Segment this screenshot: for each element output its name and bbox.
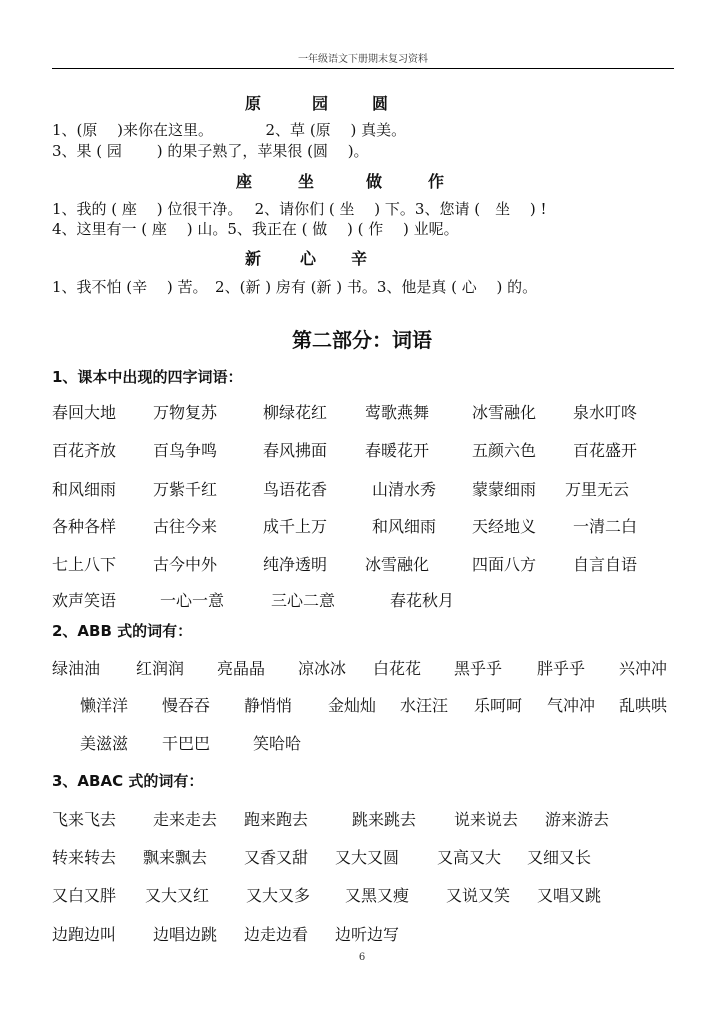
word-item: 边唱边跳: [153, 925, 218, 944]
word-item: 冰雪融化: [365, 555, 430, 574]
group1-line-1: 1、(原 )来你在这里。 2、草 (原 ) 真美。: [52, 121, 407, 139]
word-item: 春回大地: [52, 403, 117, 422]
word-item: 凉冰冰: [298, 659, 347, 678]
word-item: 自言自语: [573, 555, 638, 574]
word-item: 又细又长: [527, 848, 592, 867]
sec2-heading: 2、ABB 式的词有：: [52, 622, 193, 640]
sec1-heading: 1、课本中出现的四字词语：: [52, 368, 243, 386]
group2-title-2: 坐: [298, 172, 315, 191]
word-item: 各种各样: [52, 517, 117, 536]
word-item: 黑乎乎: [454, 659, 503, 678]
sec3-heading: 3、ABAC 式的词有：: [52, 772, 204, 790]
word-item: 边听边写: [335, 925, 400, 944]
word-item: 干巴巴: [162, 734, 211, 753]
part2-title: 第二部分：词语: [292, 328, 432, 352]
group1-title-3: 圆: [372, 94, 389, 113]
word-item: 古今中外: [153, 555, 218, 574]
word-item: 和风细雨: [52, 480, 117, 499]
word-item: 跳来跳去: [352, 810, 417, 829]
word-item: 四面八方: [472, 555, 537, 574]
word-item: 说来说去: [454, 810, 519, 829]
word-item: 万物复苏: [153, 403, 218, 422]
word-item: 一清二白: [573, 517, 638, 536]
word-item: 古往今来: [153, 517, 218, 536]
word-item: 山清水秀: [372, 480, 437, 499]
word-item: 鸟语花香: [263, 480, 328, 499]
word-item: 又大又圆: [335, 848, 400, 867]
group2-line-1: 1、我的 ( 座 ) 位很干净。 2、请你们 ( 坐 ) 下。3、您请 ( 坐 ) !: [52, 200, 547, 218]
word-item: 水汪汪: [400, 696, 449, 715]
group3-line-1: 1、我不怕 (辛 ) 苦。 2、(新 ) 房有 (新 ) 书。3、他是真 ( 心 ) 的。: [52, 278, 538, 296]
group1-title-2: 园: [312, 94, 329, 113]
word-item: 笑哈哈: [253, 734, 302, 753]
word-item: 纯净透明: [263, 555, 328, 574]
group3-title-2: 心: [300, 249, 317, 268]
group3-title-3: 辛: [351, 249, 368, 268]
word-item: 飘来飘去: [143, 848, 208, 867]
word-item: 春暖花开: [365, 441, 430, 460]
word-item: 百鸟争鸣: [153, 441, 218, 460]
group1-title-1: 原: [245, 94, 262, 113]
word-item: 三心二意: [271, 591, 336, 610]
header-rule: [52, 68, 674, 69]
word-item: 又白又胖: [52, 886, 117, 905]
word-item: 又说又笑: [446, 886, 511, 905]
word-item: 一心一意: [160, 591, 225, 610]
word-item: 万里无云: [565, 480, 630, 499]
word-item: 冰雪融化: [472, 403, 537, 422]
group2-title-3: 做: [366, 172, 383, 191]
word-item: 金灿灿: [328, 696, 377, 715]
word-item: 又唱又跳: [537, 886, 602, 905]
group2-title-4: 作: [428, 172, 445, 191]
word-item: 边走边看: [244, 925, 309, 944]
word-item: 慢吞吞: [162, 696, 211, 715]
word-item: 红润润: [136, 659, 185, 678]
word-item: 七上八下: [52, 555, 117, 574]
word-item: 百花盛开: [573, 441, 638, 460]
word-item: 跑来跑去: [244, 810, 309, 829]
page-header: 一年级语文下册期末复习资料: [298, 54, 428, 65]
word-item: 气冲冲: [547, 696, 596, 715]
word-item: 欢声笑语: [52, 591, 117, 610]
word-item: 绿油油: [52, 659, 101, 678]
word-item: 转来转去: [52, 848, 117, 867]
word-item: 游来游去: [545, 810, 610, 829]
word-item: 万紫千红: [153, 480, 218, 499]
word-item: 又大又红: [145, 886, 210, 905]
word-item: 走来走去: [153, 810, 218, 829]
word-item: 泉水叮咚: [573, 403, 638, 422]
word-item: 美滋滋: [80, 734, 129, 753]
word-item: 天经地义: [472, 517, 537, 536]
word-item: 白花花: [373, 659, 422, 678]
word-item: 柳绿花红: [263, 403, 328, 422]
word-item: 又大又多: [246, 886, 311, 905]
word-item: 飞来飞去: [52, 810, 117, 829]
word-item: 春花秋月: [390, 591, 455, 610]
word-item: 兴冲冲: [619, 659, 668, 678]
word-item: 又香又甜: [244, 848, 309, 867]
word-item: 静悄悄: [244, 696, 293, 715]
word-item: 成千上万: [263, 517, 328, 536]
word-item: 又黑又瘦: [345, 886, 410, 905]
group2-line-2: 4、这里有一 ( 座 ) 山。5、我正在 ( 做 ) ( 作 ) 业呢。: [52, 220, 459, 238]
word-item: 乐呵呵: [474, 696, 523, 715]
word-item: 胖乎乎: [537, 659, 586, 678]
word-item: 春风拂面: [263, 441, 328, 460]
word-item: 和风细雨: [372, 517, 437, 536]
word-item: 五颜六色: [472, 441, 537, 460]
word-item: 边跑边叫: [52, 925, 117, 944]
word-item: 莺歌燕舞: [365, 403, 430, 422]
word-item: 又高又大: [437, 848, 502, 867]
group3-title-1: 新: [245, 249, 262, 268]
word-item: 亮晶晶: [217, 659, 266, 678]
word-item: 百花齐放: [52, 441, 117, 460]
word-item: 乱哄哄: [619, 696, 668, 715]
page-number: 6: [358, 952, 366, 963]
group2-title-1: 座: [236, 172, 253, 191]
word-item: 蒙蒙细雨: [472, 480, 537, 499]
group1-line-2: 3、果 ( 园 ) 的果子熟了，苹果很 (圆 )。: [52, 142, 369, 160]
word-item: 懒洋洋: [80, 696, 129, 715]
